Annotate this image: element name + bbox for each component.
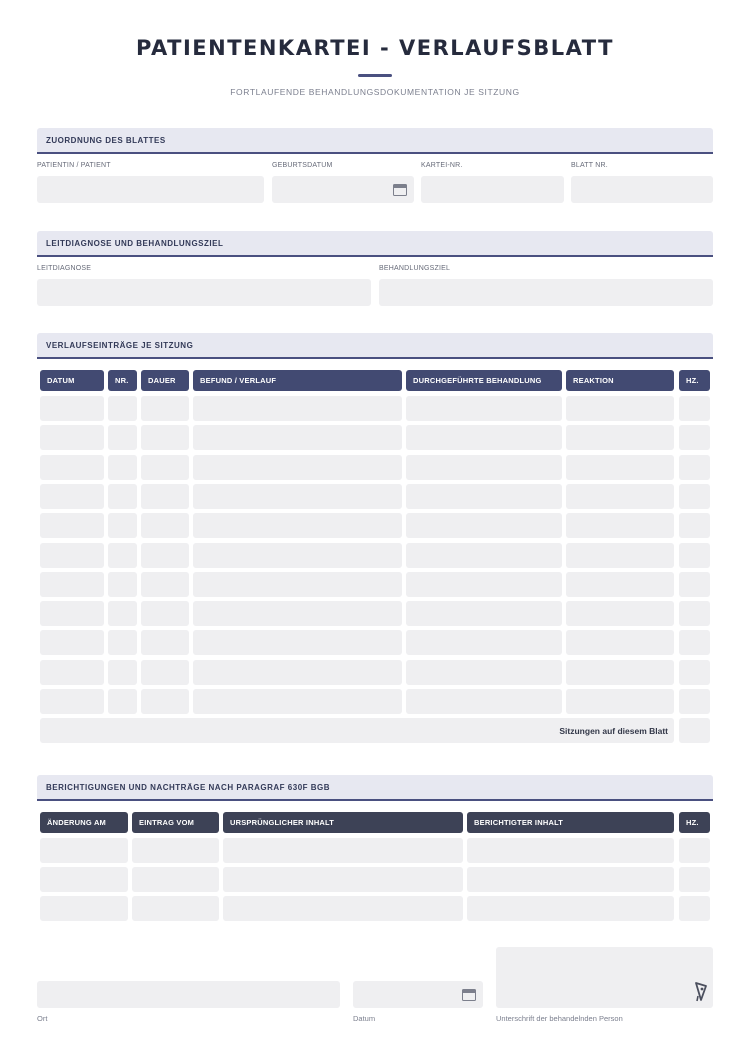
correction-row-cell[interactable] [467, 838, 674, 863]
session-row-cell[interactable] [406, 425, 562, 450]
session-row-cell[interactable] [406, 572, 562, 597]
birthdate-field[interactable] [272, 176, 414, 203]
session-row-cell[interactable] [679, 455, 710, 480]
session-row-cell[interactable] [406, 601, 562, 626]
col-original: URSPRÜNGLICHER INHALT [223, 812, 463, 833]
diagnosis-field[interactable] [37, 279, 371, 306]
session-row-cell[interactable] [679, 572, 710, 597]
session-row-cell[interactable] [566, 689, 674, 714]
session-row-cell[interactable] [193, 425, 402, 450]
col-findings: BEFUND / VERLAUF [193, 370, 402, 391]
session-row-cell[interactable] [108, 425, 137, 450]
calendar-icon[interactable] [393, 184, 407, 196]
session-row-cell[interactable] [566, 425, 674, 450]
section-assignment-heading: ZUORDNUNG DES BLATTES [46, 136, 166, 145]
correction-row-cell[interactable] [40, 896, 128, 921]
correction-row-cell[interactable] [679, 838, 710, 863]
section-corrections [37, 775, 713, 801]
session-row-cell[interactable] [141, 630, 189, 655]
session-row-cell[interactable] [406, 455, 562, 480]
session-row-cell[interactable] [108, 396, 137, 421]
goal-field[interactable] [379, 279, 713, 306]
place-field[interactable] [37, 981, 340, 1008]
col-initials: HZ. [679, 370, 710, 391]
session-row-cell[interactable] [40, 455, 104, 480]
file-no-label: KARTEI-NR. [421, 162, 463, 169]
session-row-cell[interactable] [141, 455, 189, 480]
page-subtitle: FORTLAUFENDE BEHANDLUNGSDOKUMENTATION JE SITZUNG [230, 87, 520, 97]
session-row-cell[interactable] [406, 513, 562, 538]
col-number: NR. [108, 370, 137, 391]
session-row-cell[interactable] [679, 484, 710, 509]
session-row-cell[interactable] [566, 455, 674, 480]
sheet-no-label: BLATT NR. [571, 162, 608, 169]
session-row-cell[interactable] [679, 425, 710, 450]
session-row-cell[interactable] [193, 689, 402, 714]
session-row-cell[interactable] [141, 543, 189, 568]
session-row-cell[interactable] [141, 660, 189, 685]
session-row-cell[interactable] [566, 396, 674, 421]
session-row-cell[interactable] [679, 630, 710, 655]
correction-row-cell[interactable] [132, 867, 219, 892]
session-row-cell[interactable] [108, 455, 137, 480]
session-row-cell[interactable] [108, 660, 137, 685]
session-row-cell[interactable] [679, 396, 710, 421]
session-row-cell[interactable] [108, 484, 137, 509]
session-row-cell[interactable] [193, 455, 402, 480]
session-row-cell[interactable] [141, 513, 189, 538]
section-assignment [37, 128, 713, 154]
col-corr-initials: HZ. [679, 812, 710, 833]
session-row-cell[interactable] [40, 543, 104, 568]
session-row-cell[interactable] [566, 660, 674, 685]
section-corrections-heading: BERICHTIGUNGEN UND NACHTRÄGE NACH PARAGRAF 630F BGB [46, 783, 331, 792]
col-entry-from: EINTRAG VOM [132, 812, 219, 833]
correction-row-cell[interactable] [679, 896, 710, 921]
session-row-cell[interactable] [40, 484, 104, 509]
correction-row-cell[interactable] [223, 838, 463, 863]
session-row-cell[interactable] [141, 425, 189, 450]
session-row-cell[interactable] [193, 630, 402, 655]
session-row-cell[interactable] [566, 601, 674, 626]
session-row-cell[interactable] [108, 689, 137, 714]
session-row-cell[interactable] [141, 484, 189, 509]
session-row-cell[interactable] [40, 396, 104, 421]
correction-row-cell[interactable] [223, 896, 463, 921]
session-row-cell[interactable] [406, 396, 562, 421]
session-row-cell[interactable] [193, 660, 402, 685]
correction-row-cell[interactable] [223, 867, 463, 892]
session-row-cell[interactable] [40, 572, 104, 597]
signature-field[interactable] [496, 947, 713, 1008]
col-changed-on: ÄNDERUNG AM [40, 812, 128, 833]
calendar-icon[interactable] [462, 989, 476, 1001]
col-duration: DAUER [141, 370, 189, 391]
session-row-cell[interactable] [566, 572, 674, 597]
col-treatment: DURCHGEFÜHRTE BEHANDLUNG [406, 370, 562, 391]
col-reaction: REAKTION [566, 370, 674, 391]
session-row-cell[interactable] [40, 601, 104, 626]
date-label: Datum [353, 1014, 376, 1023]
session-summary-label: Sitzungen auf diesem Blatt [559, 726, 668, 736]
pen-nib-icon [694, 980, 708, 1002]
session-row-cell[interactable] [40, 425, 104, 450]
session-row-cell[interactable] [406, 689, 562, 714]
birthdate-label: GEBURTSDATUM [272, 162, 333, 169]
date-field[interactable] [353, 981, 483, 1008]
correction-row-cell[interactable] [40, 838, 128, 863]
patient-label: PATIENTIN / PATIENT [37, 162, 111, 169]
session-row-cell[interactable] [108, 572, 137, 597]
session-row-cell[interactable] [566, 543, 674, 568]
session-row-cell[interactable] [193, 572, 402, 597]
session-row-cell[interactable] [406, 543, 562, 568]
session-row-cell[interactable] [679, 660, 710, 685]
session-row-cell[interactable] [40, 689, 104, 714]
session-row-cell[interactable] [566, 484, 674, 509]
session-row-cell[interactable] [679, 689, 710, 714]
session-row-cell[interactable] [679, 513, 710, 538]
session-row-cell[interactable] [679, 543, 710, 568]
page-title: PATIENTENKARTEI - VERLAUFSBLATT [136, 36, 614, 60]
session-row-cell[interactable] [193, 601, 402, 626]
session-row-cell[interactable] [566, 513, 674, 538]
sheet-no-field[interactable] [571, 176, 713, 203]
session-row-cell[interactable] [566, 630, 674, 655]
session-row-cell[interactable] [40, 630, 104, 655]
section-diagnosis-heading: LEITDIAGNOSE UND BEHANDLUNGSZIEL [46, 239, 224, 248]
session-row-cell[interactable] [193, 513, 402, 538]
session-row-cell[interactable] [193, 484, 402, 509]
session-row-cell[interactable] [406, 630, 562, 655]
session-row-cell[interactable] [141, 689, 189, 714]
patient-field[interactable] [37, 176, 264, 203]
correction-row-cell[interactable] [132, 838, 219, 863]
section-sessions-heading: VERLAUFSEINTRÄGE JE SITZUNG [46, 341, 194, 350]
session-row-cell[interactable] [108, 601, 137, 626]
goal-label: BEHANDLUNGSZIEL [379, 265, 451, 272]
section-sessions [37, 333, 713, 359]
correction-row-cell[interactable] [679, 867, 710, 892]
session-row-cell[interactable] [193, 543, 402, 568]
session-row-cell[interactable] [141, 396, 189, 421]
session-row-cell[interactable] [108, 513, 137, 538]
session-row-cell[interactable] [193, 396, 402, 421]
correction-row-cell[interactable] [467, 867, 674, 892]
session-row-cell[interactable] [108, 630, 137, 655]
session-row-cell[interactable] [141, 572, 189, 597]
title-underline [358, 74, 392, 77]
section-diagnosis [37, 231, 713, 257]
correction-row-cell[interactable] [40, 867, 128, 892]
correction-row-cell[interactable] [132, 896, 219, 921]
diagnosis-label: LEITDIAGNOSE [37, 265, 92, 272]
session-row-cell[interactable] [40, 513, 104, 538]
session-count-field[interactable] [679, 718, 710, 743]
correction-row-cell[interactable] [467, 896, 674, 921]
session-row-cell[interactable] [679, 601, 710, 626]
col-date: DATUM [40, 370, 104, 391]
col-corrected: BERICHTIGTER INHALT [467, 812, 674, 833]
file-no-field[interactable] [421, 176, 564, 203]
signature-label: Unterschrift der behandelnden Person [496, 1014, 623, 1023]
place-label: Ort [37, 1014, 48, 1023]
session-row-cell[interactable] [406, 484, 562, 509]
session-row-cell[interactable] [108, 543, 137, 568]
session-row-cell[interactable] [141, 601, 189, 626]
session-row-cell[interactable] [406, 660, 562, 685]
session-row-cell[interactable] [40, 660, 104, 685]
